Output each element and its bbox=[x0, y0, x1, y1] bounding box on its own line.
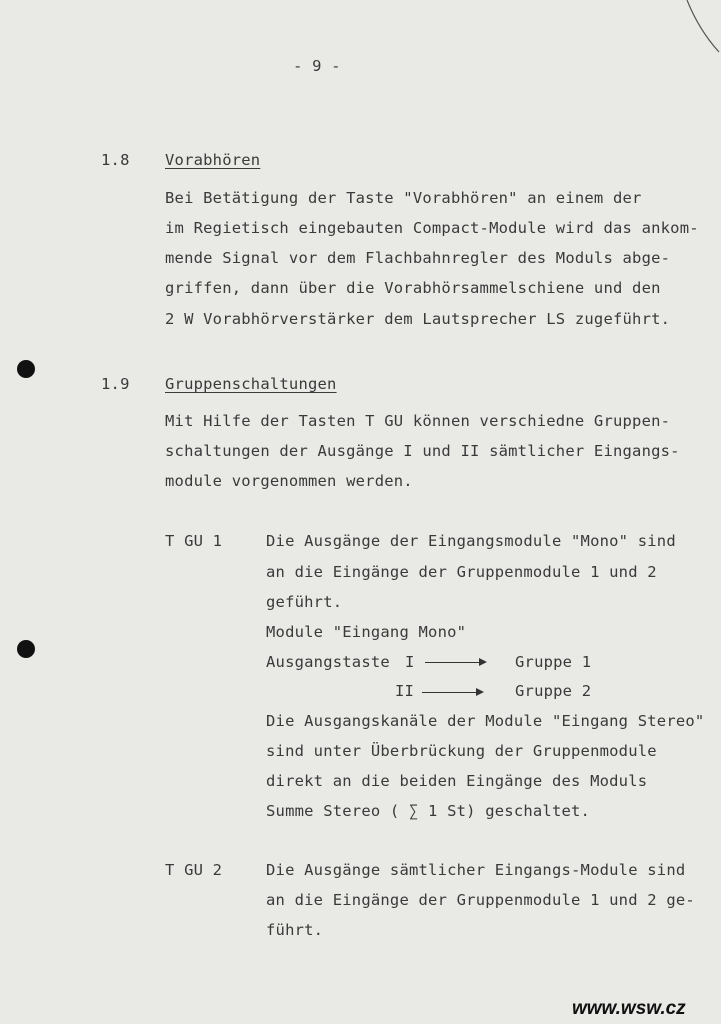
section-number-1-9: 1.9 bbox=[101, 375, 130, 393]
paragraph-line: module vorgenommen werden. bbox=[165, 472, 413, 490]
mapping-output-i: I bbox=[405, 653, 415, 671]
section-title-vorabhoeren: Vorabhören bbox=[165, 151, 261, 169]
punch-hole-top bbox=[17, 360, 35, 378]
arrow-right-icon bbox=[425, 662, 485, 663]
tgu2-line: Die Ausgänge sämtlicher Eingangs-Module sind bbox=[266, 861, 686, 879]
section-title-gruppenschaltungen: Gruppenschaltungen bbox=[165, 375, 337, 393]
paragraph-line: im Regietisch eingebauten Compact-Module wird das ankom- bbox=[165, 219, 699, 237]
tgu1-line: Die Ausgänge der Eingangsmodule "Mono" sind bbox=[266, 532, 676, 550]
arrow-right-icon bbox=[422, 692, 482, 693]
mapping-group-2: Gruppe 2 bbox=[515, 682, 592, 700]
paragraph-line: griffen, dann über die Vorabhörsammelschiene und den bbox=[165, 279, 661, 297]
tgu1-line: Summe Stereo ( ∑ 1 St) geschaltet. bbox=[266, 802, 591, 820]
tgu1-label: T GU 1 bbox=[165, 532, 223, 550]
tgu1-line: Die Ausgangskanäle der Module "Eingang Stereo" bbox=[266, 712, 705, 730]
mapping-group-1: Gruppe 1 bbox=[515, 653, 592, 671]
tgu1-line: geführt. bbox=[266, 593, 343, 611]
tgu1-line: sind unter Überbrückung der Gruppenmodule bbox=[266, 742, 657, 760]
tgu1-line: direkt an die beiden Eingänge des Moduls bbox=[266, 772, 648, 790]
mapping-output-ii: II bbox=[395, 682, 415, 700]
paragraph-line: 2 W Vorabhörverstärker dem Lautsprecher LS zugeführt. bbox=[165, 310, 671, 328]
tgu2-line: führt. bbox=[266, 921, 324, 939]
tgu1-line: Module "Eingang Mono" bbox=[266, 623, 467, 641]
paragraph-line: Bei Betätigung der Taste "Vorabhören" an einem der bbox=[165, 189, 642, 207]
paragraph-line: schaltungen der Ausgänge I und II sämtlicher Eingangs- bbox=[165, 442, 680, 460]
tgu2-line: an die Eingänge der Gruppenmodule 1 und 2 ge- bbox=[266, 891, 695, 909]
mapping-prefix: Ausgangstaste bbox=[266, 653, 390, 671]
page-corner-fold bbox=[681, 0, 721, 60]
tgu2-label: T GU 2 bbox=[165, 861, 223, 879]
paragraph-line: mende Signal vor dem Flachbahnregler des Moduls abge- bbox=[165, 249, 671, 267]
page-number: - 9 - bbox=[293, 57, 341, 75]
section-number-1-8: 1.8 bbox=[101, 151, 130, 169]
paragraph-line: Mit Hilfe der Tasten T GU können verschiedne Gruppen- bbox=[165, 412, 671, 430]
punch-hole-bottom bbox=[17, 640, 35, 658]
tgu1-line: an die Eingänge der Gruppenmodule 1 und 2 bbox=[266, 563, 657, 581]
watermark: www.wsw.cz bbox=[572, 998, 686, 1019]
